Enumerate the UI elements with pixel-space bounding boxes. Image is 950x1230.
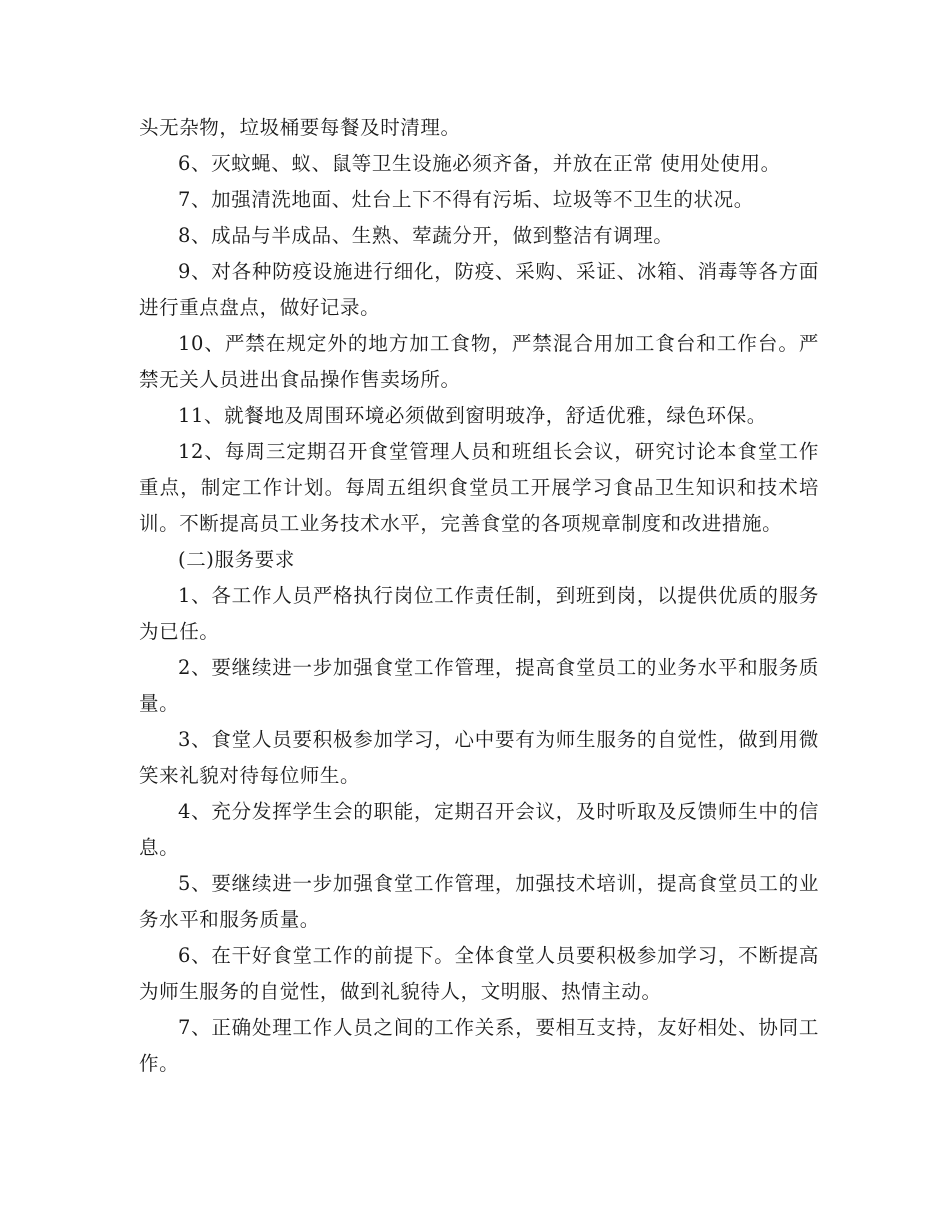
paragraph: 5、要继续进一步加强食堂工作管理，加强技术培训，提高食堂员工的业务水平和服务质量。 [139,872,819,931]
paragraph: 3、食堂人员要积极参加学习，心中要有为师生服务的自觉性，做到用微笑来礼貌对待每位师生。 [139,728,819,787]
paragraph: 7、正确处理工作人员之间的工作关系，要相互支持，友好相处、协同工作。 [139,1016,819,1075]
paragraph: 2、要继续进一步加强食堂工作管理，提高食堂员工的业务水平和服务质量。 [139,656,819,715]
paragraph: 1、各工作人员严格执行岗位工作责任制，到班到岗，以提供优质的服务为已任。 [139,584,819,643]
paragraph: 10、严禁在规定外的地方加工食物，严禁混合用加工食台和工作台。严禁无关人员进出食品操作售卖场所。 [139,332,819,391]
paragraph: 4、充分发挥学生会的职能，定期召开会议，及时听取及反馈师生中的信息。 [139,800,819,859]
paragraph: 6、在干好食堂工作的前提下。全体食堂人员要积极参加学习，不断提高为师生服务的自觉性，做到礼貌待人，文明服、热情主动。 [139,944,819,1003]
paragraph: 12、每周三定期召开食堂管理人员和班组长会议，研究讨论本食堂工作重点，制定工作计划。每周五组织食堂员工开展学习食品卫生知识和技术培训。不断提高员工业务技术水平，完善食堂的各项规章制度和改进措施。 [139,440,819,535]
paragraph: 6、灭蚊蝇、蚁、鼠等卫生设施必须齐备，并放在正常 使用处使用。 [178,152,781,175]
paragraph: 11、就餐地及周围环境必须做到窗明玻净，舒适优雅，绿色环保。 [178,404,767,427]
paragraph: 9、对各种防疫设施进行细化，防疫、采购、采证、冰箱、消毒等各方面进行重点盘点，做好记录。 [139,260,819,319]
paragraph: 7、加强清洗地面、灶台上下不得有污垢、垃圾等不卫生的状况。 [178,188,754,211]
paragraph: 8、成品与半成品、生熟、荤蔬分开，做到整洁有调理。 [178,224,674,247]
document-body [139,110,819,1082]
paragraph: 头无杂物，垃圾桶要每餐及时清理。 [139,116,461,139]
section-heading: (二)服务要求 [178,548,295,571]
